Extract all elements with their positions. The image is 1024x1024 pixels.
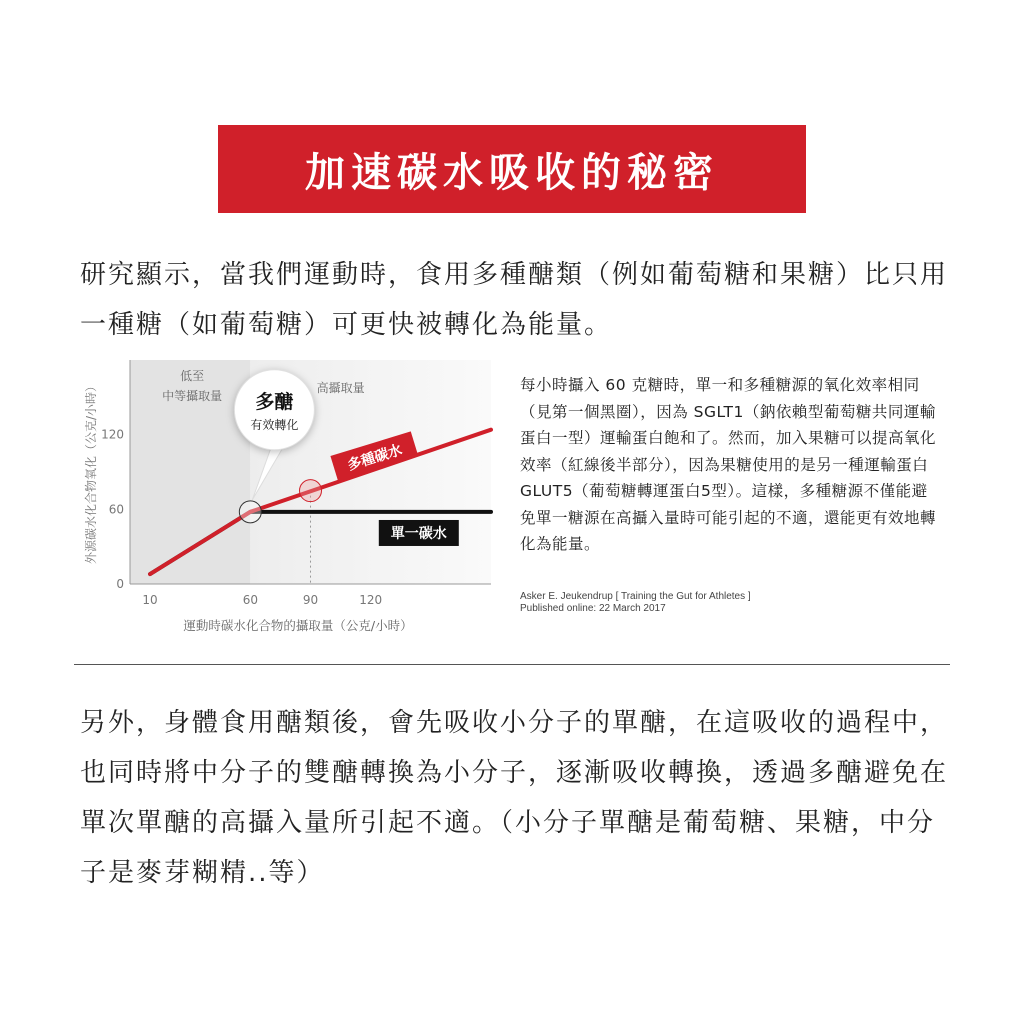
citation-date: Published online: 22 March 2017 bbox=[520, 603, 666, 614]
x-tick-label: 120 bbox=[359, 593, 383, 607]
x-tick-label: 60 bbox=[242, 593, 258, 607]
marker-black-circle bbox=[239, 501, 261, 523]
chart-explanation: 每小時攝入 60 克糖時，單一和多種糖源的氧化效率相同（見第一個黑圈），因為 SGLT1（鈉依賴型葡萄糖共同運輸蛋白一型）運輸蛋白飽和了。然而，加入果糖可以提高氧化效率（紅線後半部分），因為果糖使用的是另一種運輸蛋白 GLUT5（葡萄糖轉運蛋白5型）。這樣，多種糖源不僅能避免單一糖源在高攝入量時可能引起的不適，還能更有效地轉化為能量。 bbox=[520, 376, 937, 553]
x-axis-label: 運動時碳水化合物的攝取量（公克/小時） bbox=[183, 618, 413, 633]
region-label-low: 低至 bbox=[180, 369, 205, 383]
region-label-high: 高攝取量 bbox=[316, 381, 365, 395]
y-tick-label: 60 bbox=[108, 502, 124, 517]
x-tick-label: 90 bbox=[302, 593, 319, 607]
divider bbox=[74, 664, 950, 665]
x-tick-label: 10 bbox=[142, 593, 158, 607]
title-banner bbox=[218, 125, 806, 213]
y-tick-label: 0 bbox=[116, 577, 124, 591]
series-label-multi-text: 多種碳水 bbox=[345, 442, 405, 474]
outro-paragraph: 另外，身體食用醣類後，會先吸收小分子的單醣，在這吸收的過程中，也同時將中分子的雙醣轉換為小分子，逐漸吸收轉換，透過多醣避免在單次單醣的高攝入量所引起不適。（小分子單醣是葡萄糖、果糖，中分子是麥芽糊精..等） bbox=[80, 708, 949, 888]
callout-title: 多醣 bbox=[255, 390, 294, 413]
intro-paragraph: 研究顯示，當我們運動時，食用多種醣類（例如葡萄糖和果糖）比只用一種糖（如葡萄糖）可更快被轉化為能量。 bbox=[80, 260, 949, 340]
page-title: 加速碳水吸收的秘密 bbox=[305, 149, 719, 196]
citation-author: Asker E. Jeukendrup [ Training the Gut for Athletes ] bbox=[520, 591, 751, 602]
y-tick-label: 120 bbox=[101, 427, 124, 442]
marker-red-circle bbox=[300, 480, 322, 502]
series-label-single-text: 單一碳水 bbox=[390, 525, 447, 542]
chart-svg bbox=[78, 352, 508, 642]
series-label-single bbox=[379, 520, 459, 546]
callout-subtitle: 有效轉化 bbox=[250, 417, 299, 432]
citation bbox=[520, 591, 940, 615]
region-label-low: 中等攝取量 bbox=[162, 389, 223, 403]
y-axis-label: 外源碳水化合物氧化（公克/小時） bbox=[84, 379, 98, 565]
oxidation-chart bbox=[78, 352, 508, 642]
